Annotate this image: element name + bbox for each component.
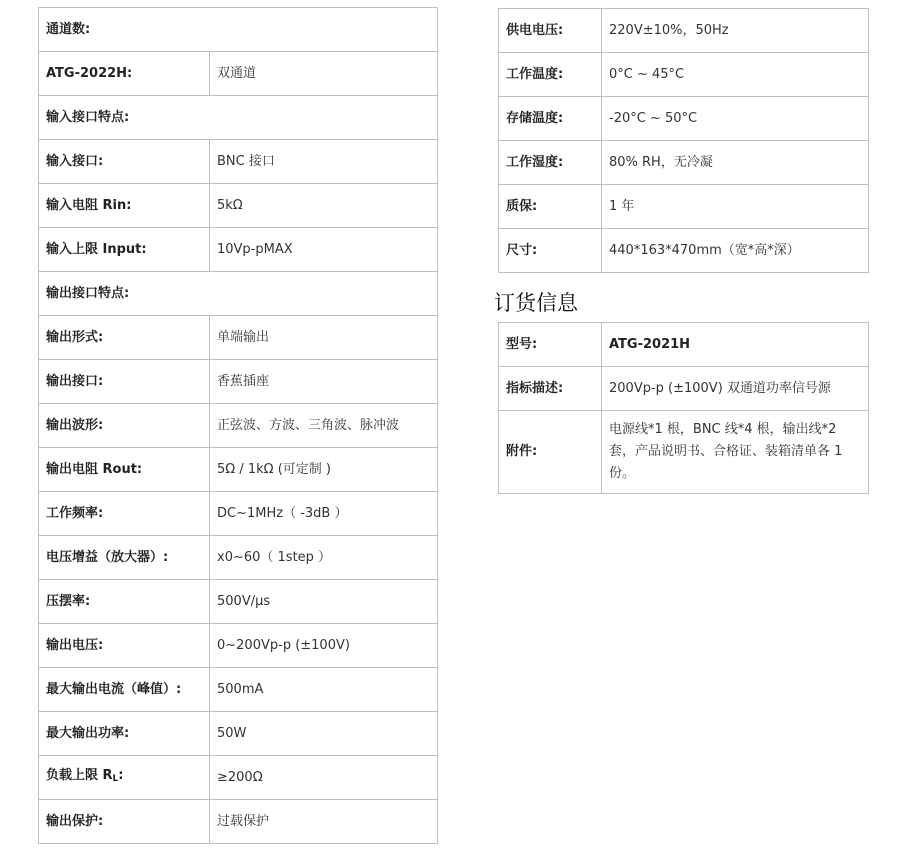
spec-label: 存储温度: xyxy=(499,97,602,141)
table-row xyxy=(499,229,869,273)
table-row xyxy=(499,185,869,229)
spec-value: 单端输出 xyxy=(210,316,438,360)
spec-value: 1 年 xyxy=(602,185,869,229)
table-row xyxy=(39,272,438,316)
spec-label: 电压增益（放大器）: xyxy=(39,536,210,580)
spec-value: 440*163*470mm（宽*高*深） xyxy=(602,229,869,273)
spec-label: 输出保护: xyxy=(39,800,210,844)
table-row xyxy=(499,323,869,367)
order-label: 指标描述: xyxy=(499,367,602,411)
spec-value: ≥200Ω xyxy=(210,756,438,800)
spec-value: 80% RH，无冷凝 xyxy=(602,141,869,185)
table-row xyxy=(39,712,438,756)
table-row xyxy=(499,97,869,141)
spec-value: 50W xyxy=(210,712,438,756)
order-model-value: ATG-2021H xyxy=(602,323,869,367)
spec-label: 质保: xyxy=(499,185,602,229)
spec-label: 最大输出电流（峰值）: xyxy=(39,668,210,712)
table-row xyxy=(39,536,438,580)
spec-value: BNC 接口 xyxy=(210,140,438,184)
table-row xyxy=(39,448,438,492)
spec-label: 输入上限 Input: xyxy=(39,228,210,272)
spec-label xyxy=(39,756,210,800)
spec-label-subscript: L xyxy=(112,774,119,784)
table-row xyxy=(499,53,869,97)
table-row xyxy=(39,140,438,184)
order-value: 200Vp-p (±100V) 双通道功率信号源 xyxy=(602,367,869,411)
table-row xyxy=(39,8,438,52)
spec-label: 输入接口: xyxy=(39,140,210,184)
table-row xyxy=(39,668,438,712)
order-label: 附件: xyxy=(499,411,602,494)
table-row xyxy=(499,367,869,411)
order-label: 型号: xyxy=(499,323,602,367)
table-row xyxy=(39,800,438,844)
spec-label: 工作频率: xyxy=(39,492,210,536)
table-row xyxy=(39,624,438,668)
table-row xyxy=(499,411,869,494)
spec-label: 输出接口: xyxy=(39,360,210,404)
spec-value: DC~1MHz（ -3dB ） xyxy=(210,492,438,536)
table-row xyxy=(499,141,869,185)
table-row xyxy=(39,580,438,624)
spec-value: 500mA xyxy=(210,668,438,712)
spec-value: 5Ω / 1kΩ (可定制 ) xyxy=(210,448,438,492)
spec-value: 500V/μs xyxy=(210,580,438,624)
table-row xyxy=(39,404,438,448)
spec-value: 正弦波、方波、三角波、脉冲波 xyxy=(210,404,438,448)
spec-value: 220V±10%，50Hz xyxy=(602,9,869,53)
table-row xyxy=(39,96,438,140)
table-row xyxy=(39,184,438,228)
spec-label: ATG-2022H: xyxy=(39,52,210,96)
spec-value: 双通道 xyxy=(210,52,438,96)
spec-label: 工作温度: xyxy=(499,53,602,97)
spec-value: x0~60（ 1step ） xyxy=(210,536,438,580)
order-info-table xyxy=(498,322,869,494)
table-row xyxy=(39,52,438,96)
table-row xyxy=(39,316,438,360)
table-row xyxy=(39,492,438,536)
table-row xyxy=(499,9,869,53)
section-header-channels: 通道数: xyxy=(39,8,438,52)
spec-value: 0~200Vp-p (±100V) xyxy=(210,624,438,668)
spec-label: 输出形式: xyxy=(39,316,210,360)
order-info-title: 订货信息 xyxy=(494,291,578,315)
spec-label-suffix: : xyxy=(118,768,124,783)
table-row xyxy=(39,228,438,272)
spec-label: 尺寸: xyxy=(499,229,602,273)
section-header-output: 输出接口特点: xyxy=(39,272,438,316)
spec-table-left xyxy=(38,7,438,844)
table-row xyxy=(39,360,438,404)
spec-value: 过载保护 xyxy=(210,800,438,844)
order-value: 电源线*1 根，BNC 线*4 根，输出线*2 套，产品说明书、合格证、装箱清单各 1 份。 xyxy=(602,411,869,494)
spec-label: 输出波形: xyxy=(39,404,210,448)
section-header-input: 输入接口特点: xyxy=(39,96,438,140)
spec-value: -20°C ~ 50°C xyxy=(602,97,869,141)
spec-label: 供电电压: xyxy=(499,9,602,53)
spec-value: 0°C ~ 45°C xyxy=(602,53,869,97)
spec-label: 输出电压: xyxy=(39,624,210,668)
spec-value: 10Vp-pMAX xyxy=(210,228,438,272)
table-row xyxy=(39,756,438,800)
spec-label: 工作湿度: xyxy=(499,141,602,185)
spec-value: 5kΩ xyxy=(210,184,438,228)
spec-label: 压摆率: xyxy=(39,580,210,624)
spec-label: 最大输出功率: xyxy=(39,712,210,756)
spec-label: 输出电阻 Rout: xyxy=(39,448,210,492)
spec-value: 香蕉插座 xyxy=(210,360,438,404)
spec-label-text: 负载上限 R xyxy=(46,768,113,783)
spec-table-right xyxy=(498,8,869,273)
spec-label: 输入电阻 Rin: xyxy=(39,184,210,228)
